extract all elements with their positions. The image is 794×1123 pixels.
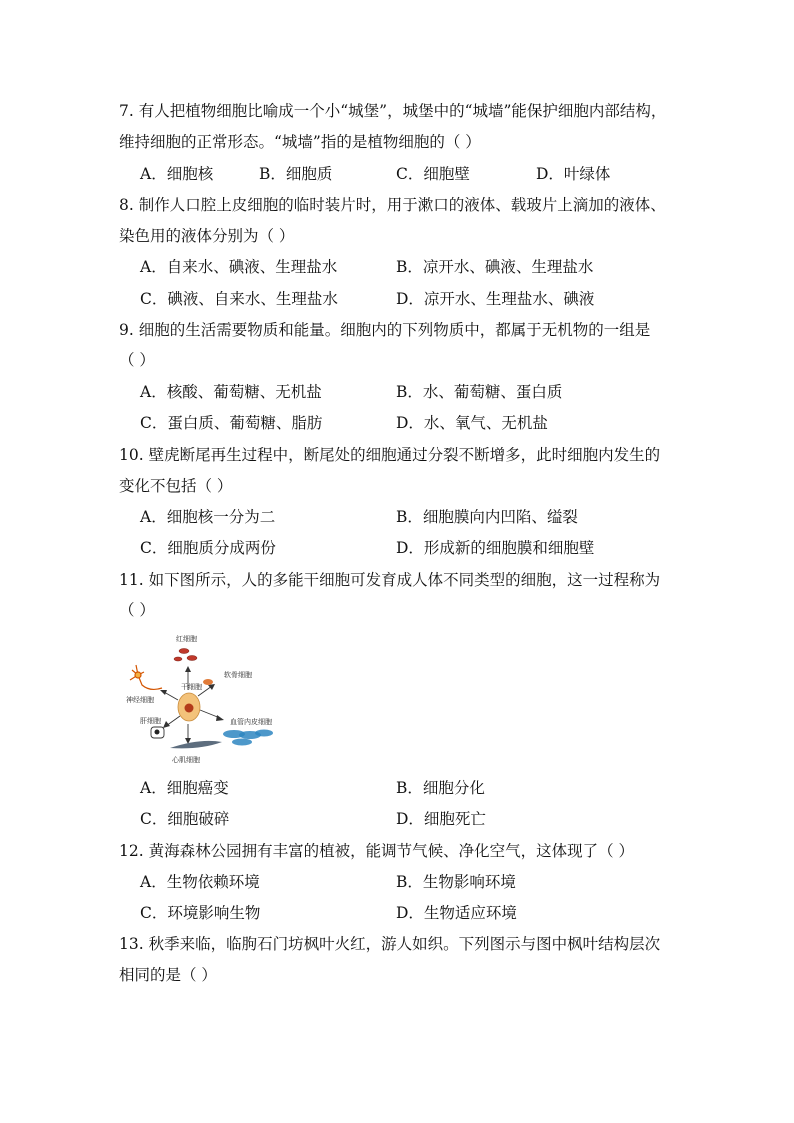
- q8-option-b[interactable]: B．凉开水、碘液、生理盐水: [396, 258, 594, 276]
- q11-option-d[interactable]: D．细胞死亡: [396, 810, 486, 828]
- q9-option-d[interactable]: D．水、氧气、无机盐: [396, 414, 548, 432]
- stem-cell-differentiation-figure: [120, 630, 280, 770]
- q10-option-b[interactable]: B．细胞膜向内凹陷、缢裂: [396, 508, 578, 526]
- label-cartilage-cell: 软骨细胞: [224, 671, 252, 679]
- q7-option-b[interactable]: B．细胞质: [259, 165, 333, 183]
- cartilage-cell-icon: [203, 679, 213, 685]
- label-cardiac-muscle-cell: 心肌细胞: [172, 756, 200, 764]
- q11-option-c[interactable]: C．细胞破碎: [140, 810, 230, 828]
- q7-stem-line2: 维持细胞的正常形态。“城墙”指的是植物细胞的（ ）: [119, 133, 481, 151]
- liver-cell-icon: [151, 727, 164, 738]
- q13-stem-line2: 相同的是（ ）: [119, 966, 217, 984]
- q7-option-a[interactable]: A．细胞核: [140, 165, 214, 183]
- q11-option-b[interactable]: B．细胞分化: [396, 779, 485, 797]
- q7-option-c[interactable]: C．细胞壁: [396, 165, 470, 183]
- label-stem-cell: 干细胞: [181, 683, 202, 691]
- stem-cell-icon: [178, 693, 200, 721]
- q10-option-c[interactable]: C．细胞质分成两份: [140, 539, 276, 557]
- q8-stem-line1: 8. 制作人口腔上皮细胞的临时装片时，用于漱口的液体、载玻片上滴加的液体、: [119, 196, 666, 214]
- label-nerve-cell: 神经细胞: [126, 696, 154, 704]
- q8-option-a[interactable]: A．自来水、碘液、生理盐水: [140, 258, 338, 276]
- q12-option-d[interactable]: D．生物适应环境: [396, 904, 517, 922]
- q13-stem-line1: 13. 秋季来临，临朐石门坊枫叶火红，游人如织。下列图示与图中枫叶结构层次: [119, 935, 661, 953]
- q8-stem-line2: 染色用的液体分别为（ ）: [119, 227, 295, 245]
- q9-option-c[interactable]: C．蛋白质、葡萄糖、脂肪: [140, 414, 323, 432]
- q11-option-a[interactable]: A．细胞癌变: [140, 779, 229, 797]
- q12-option-a[interactable]: A．生物依赖环境: [140, 873, 260, 891]
- q7-option-d[interactable]: D．叶绿体: [536, 165, 611, 183]
- cardiac-muscle-cell-icon: [170, 741, 222, 749]
- q12-option-b[interactable]: B．生物影响环境: [396, 873, 516, 891]
- q8-option-c[interactable]: C．碘液、自来水、生理盐水: [140, 290, 338, 308]
- label-endothelial-cell: 血管内皮细胞: [230, 718, 272, 726]
- label-liver-cell: 肝细胞: [140, 717, 161, 725]
- q8-option-d[interactable]: D．凉开水、生理盐水、碘液: [396, 290, 595, 308]
- q9-option-b[interactable]: B．水、葡萄糖、蛋白质: [396, 383, 563, 401]
- q7-stem-line1: 7. 有人把植物细胞比喻成一个小“城堡”，城堡中的“城墙”能保护细胞内部结构，: [119, 102, 667, 120]
- q9-stem-line1: 9. 细胞的生活需要物质和能量。细胞内的下列物质中，都属于无机物的一组是: [119, 321, 651, 339]
- q9-option-a[interactable]: A．核酸、葡萄糖、无机盐: [140, 383, 322, 401]
- q10-option-a[interactable]: A．细胞核一分为二: [140, 508, 276, 526]
- q12-option-c[interactable]: C．环境影响生物: [140, 904, 261, 922]
- nerve-cell-icon: [130, 665, 162, 689]
- q12-stem-line1: 12. 黄海森林公园拥有丰富的植被，能调节气候、净化空气，这体现了（ ）: [119, 842, 635, 860]
- red-blood-cell-icon: [174, 649, 197, 662]
- endothelial-cell-icon: [223, 730, 273, 746]
- q10-option-d[interactable]: D．形成新的细胞膜和细胞壁: [396, 539, 595, 557]
- q9-stem-line2: （ ）: [119, 351, 155, 369]
- q10-stem-line1: 10. 壁虎断尾再生过程中，断尾处的细胞通过分裂不断增多，此时细胞内发生的: [119, 446, 661, 464]
- label-red-blood-cell: 红细胞: [176, 635, 197, 643]
- q11-stem-line1: 11. 如下图所示，人的多能干细胞可发育成人体不同类型的细胞，这一过程称为: [119, 571, 661, 589]
- q11-stem-line2: （ ）: [119, 601, 155, 619]
- q10-stem-line2: 变化不包括（ ）: [119, 477, 233, 495]
